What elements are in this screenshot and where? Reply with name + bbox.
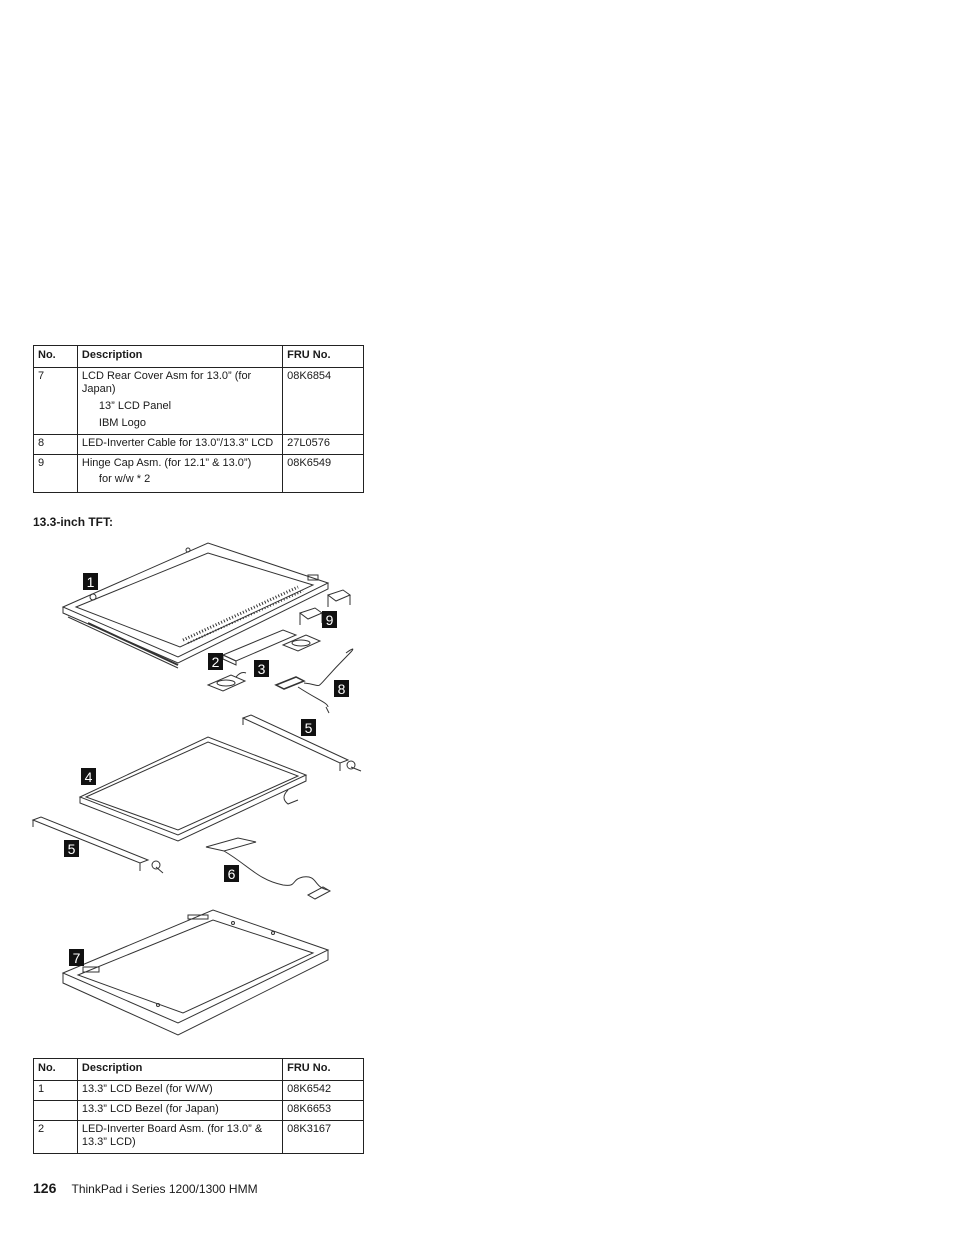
callout-5	[64, 840, 79, 857]
cell-no: 8	[34, 435, 78, 455]
exploded-parts-diagram	[28, 535, 368, 1045]
callout-3	[254, 660, 269, 677]
svg-text:7: 7	[72, 950, 81, 966]
callout-5	[301, 719, 316, 736]
description-subitem: for w/w * 2	[98, 473, 151, 485]
callout-2	[208, 653, 223, 670]
cell-description	[77, 368, 282, 435]
svg-text:2: 2	[211, 654, 220, 670]
header-description: Description	[77, 1059, 282, 1081]
cell-no: 1	[34, 1081, 78, 1101]
cell-fru-no: 08K6549	[283, 455, 364, 493]
cell-description: LED-Inverter Board Asm. (for 13.0” & 13.3” LCD)	[77, 1121, 282, 1154]
svg-text:4: 4	[84, 769, 93, 785]
svg-text:6: 6	[227, 866, 236, 882]
header-fru-no: FRU No.	[283, 1059, 364, 1081]
cell-no: 9	[34, 455, 78, 493]
cell-fru-no: 08K3167	[283, 1121, 364, 1154]
svg-text:3: 3	[257, 661, 266, 677]
cell-no: 7	[34, 368, 78, 435]
cell-fru-no: 27L0576	[283, 435, 364, 455]
callout-4	[81, 768, 96, 785]
header-description: Description	[77, 346, 282, 368]
page-number: 126	[33, 1180, 57, 1196]
description-subitem: 13” LCD Panel	[98, 400, 172, 412]
cell-no	[34, 1101, 78, 1121]
cell-description: 13.3” LCD Bezel (for W/W)	[77, 1081, 282, 1101]
svg-text:8: 8	[337, 681, 346, 697]
callout-8	[334, 680, 349, 697]
cell-description: LED-Inverter Cable for 13.0”/13.3” LCD	[77, 435, 282, 455]
svg-text:1: 1	[86, 574, 95, 590]
cell-fru-no: 08K6854	[283, 368, 364, 435]
table-row	[34, 1081, 364, 1101]
callout-6	[224, 865, 239, 882]
page-footer	[33, 1180, 258, 1196]
svg-text:5: 5	[304, 720, 313, 736]
rear-cover-illustration	[63, 910, 328, 1035]
table-header-row	[34, 1059, 364, 1081]
cell-description: 13.3” LCD Bezel (for Japan)	[77, 1101, 282, 1121]
cell-no: 2	[34, 1121, 78, 1154]
callout-7	[69, 949, 84, 966]
fru-table-bottom	[33, 1058, 364, 1154]
lcd-bezel-illustration	[63, 543, 328, 668]
callout-9	[322, 611, 337, 628]
header-no: No.	[34, 1059, 78, 1081]
fru-table-top	[33, 345, 364, 493]
table-row	[34, 455, 364, 493]
table-row	[34, 368, 364, 435]
cell-description	[77, 455, 282, 493]
table-row	[34, 1121, 364, 1154]
hinge-illustration	[33, 715, 361, 873]
svg-text:5: 5	[67, 841, 76, 857]
description-text: LCD Rear Cover Asm for 13.0” (for Japan)	[81, 370, 252, 395]
header-no: No.	[34, 346, 78, 368]
description-subitem: IBM Logo	[98, 417, 146, 429]
cell-fru-no: 08K6653	[283, 1101, 364, 1121]
table-row	[34, 435, 364, 455]
svg-text:9: 9	[325, 612, 334, 628]
table-row	[34, 1101, 364, 1121]
callout-1	[83, 573, 98, 590]
header-fru-no: FRU No.	[283, 346, 364, 368]
description-text: Hinge Cap Asm. (for 12.1” & 13.0”)	[81, 457, 252, 469]
book-title: ThinkPad i Series 1200/1300 HMM	[71, 1182, 258, 1196]
cell-fru-no: 08K6542	[283, 1081, 364, 1101]
table-header-row	[34, 346, 364, 368]
section-heading: 13.3-inch TFT:	[33, 515, 114, 529]
lcd-panel-illustration	[80, 737, 306, 841]
